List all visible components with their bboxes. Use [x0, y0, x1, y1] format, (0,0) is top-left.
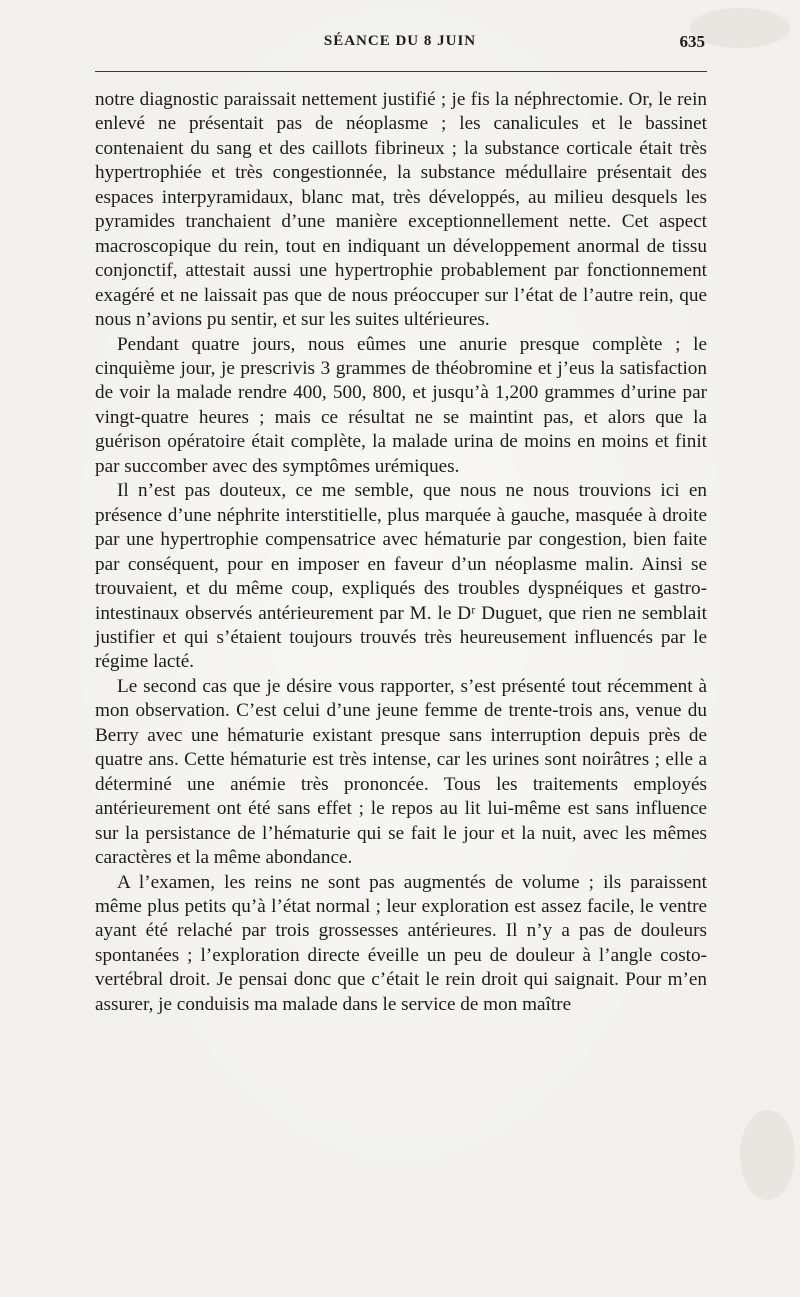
page-number: 635: [679, 32, 705, 51]
header-rule: [95, 71, 707, 72]
paper-stain: [690, 8, 790, 48]
paragraph-continued: notre diagnostic paraissait nettement justifié ; je fis la néphrectomie. Or, le rein enlevé ne présentait pas de néoplasme ; les canalicules et le bassinet contenaient du sang et des caillots fibrineux ; la substance corticale était très hypertrophiée et très congestionnée, la substance médullaire présentait des espaces interpyramidaux, blanc mat, très développés, au milieu desquels les pyramides tranchaient d’une manière exceptionnellement nette. Cet aspect macroscopique du rein, tout en indiquant un développement anormal de tissu conjonctif, attestait aussi une hypertrophie probablement par fonctionnement exagéré et ne laissait pas que de nous préoccuper sur l’état de l’autre rein, que nous n’avions pu sentir, et sur les suites ultérieures.: [95, 89, 707, 331]
header-title: SÉANCE DU 8 JUIN: [323, 33, 477, 49]
paragraph: A l’examen, les reins ne sont pas augmentés de volume ; ils paraissent même plus petits qu’à l’état normal ; leur exploration est assez facile, le ventre ayant été relaché par trois grossesses antérieures. Il n’y a pas de douleurs spontanées ; l’exploration directe éveille un peu de douleur à l’angle costo-vertébral droit. Je pensai donc que c’était le rein droit qui saignait. Pour m’en assurer, je conduisis ma malade dans le service de mon maître: [95, 871, 707, 1015]
running-header: [95, 33, 705, 59]
paper-stain: [740, 1110, 795, 1200]
paragraph: Il n’est pas douteux, ce me semble, que nous ne nous trouvions ici en présence d’une néphrite interstitielle, plus marquée à gauche, masquée à droite par une hypertrophie compensatrice avec hématurie par congestion, bien faite par conséquent, pour en imposer en faveur d’un néoplasme malin. Ainsi se trouvaient, et du même coup, expliqués des troubles dyspnéiques et gastro-intestinaux observés antérieurement par M. le Dʳ Duguet, que rien ne semblait justifier et qui s’étaient toujours trouvés très heureusement influencés par le régime lacté.: [95, 480, 707, 673]
paragraph: Le second cas que je désire vous rapporter, s’est présenté tout récemment à mon observation. C’est celui d’une jeune femme de trente-trois ans, venue du Berry avec une hématurie existant presque sans interruption depuis près de quatre ans. Cette hématurie est très intense, car les urines sont noirâtres ; elle a déterminé une anémie très prononcée. Tous les traitements employés antérieurement ont été sans effet ; le repos au lit lui-même est sans influence sur la persistance de l’hématurie qui se fait le jour et la nuit, avec les mêmes caractères et la même abondance.: [95, 675, 707, 869]
paragraph: Pendant quatre jours, nous eûmes une anurie presque complète ; le cinquième jour, je prescrivis 3 grammes de théobromine et j’eus la satisfaction de voir la malade rendre 400, 500, 800, et jusqu’à 1,200 grammes d’urine par vingt-quatre heures ; mais ce résultat ne se maintint pas, et alors que la guérison opératoire était complète, la malade urina de moins en moins et finit par succomber avec des symptômes urémiques.: [95, 333, 707, 477]
body-text: [95, 88, 707, 1017]
